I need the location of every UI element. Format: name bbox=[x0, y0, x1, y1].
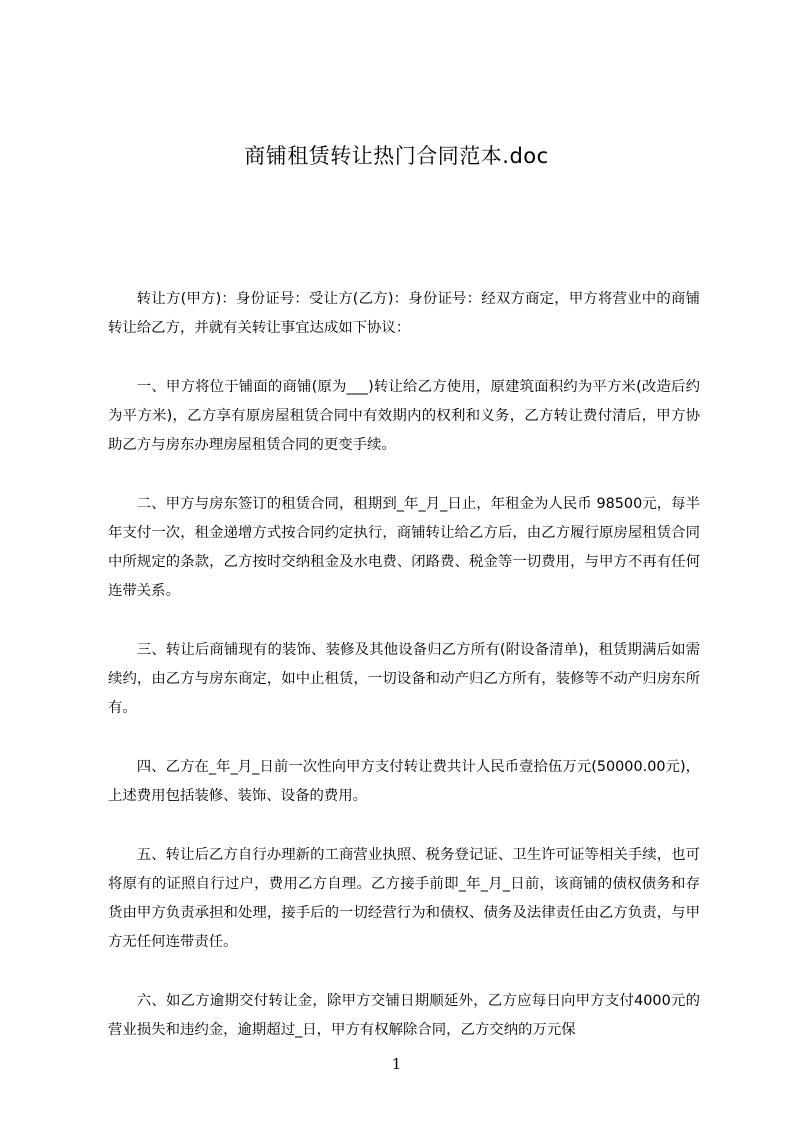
paragraph-intro: 转让方(甲方)：身份证号：受让方(乙方)：身份证号：经双方商定，甲方将营业中的商铺转让给乙方，并就有关转让事宜达成如下协议： bbox=[108, 291, 700, 336]
paragraph-clause-6: 六、如乙方逾期交付转让金，除甲方交铺日期顺延外，乙方应每日向甲方支付4000元的营业损失和违约金，逾期超过_日，甲方有权解除合同，乙方交纳的万元保 bbox=[108, 993, 700, 1038]
paragraph-clause-3: 三、转让后商铺现有的装饰、装修及其他设备归乙方所有(附设备清单)，租赁期满后如需续约，由乙方与房东商定，如中止租赁，一切设备和动产归乙方所有，装修等不动产归房东所有。 bbox=[108, 642, 700, 716]
paragraph-clause-1: 一、甲方将位于铺面的商铺(原为___)转让给乙方使用，原建筑面积约为平方米(改造后约为平方米)，乙方享有原房屋租赁合同中有效期内的权利和义务，乙方转让费付清后，甲方协助乙方与房东办理房屋租赁合同的更变手续。 bbox=[108, 379, 700, 453]
paragraph-clause-4: 四、乙方在_年_月_日前一次性向甲方支付转让费共计人民币壹拾伍万元(50000.00元)，上述费用包括装修、装饰、设备的费用。 bbox=[108, 759, 700, 804]
document-title: 商铺租赁转让热门合同范本.doc bbox=[244, 144, 549, 168]
paragraph-clause-5: 五、转让后乙方自行办理新的工商营业执照、税务登记证、卫生许可证等相关手续，也可将原有的证照自行过户，费用乙方自理。乙方接手前即_年_月_日前，该商铺的债权债务和存货由甲方负责承担和处理，接手后的一切经营行为和债权、债务及法律责任由乙方负责，与甲方无任何连带责任。 bbox=[108, 847, 700, 950]
paragraph-clause-2: 二、甲方与房东签订的租赁合同，租期到_年_月_日止，年租金为人民币 98500元，每半年支付一次，租金递增方式按合同约定执行，商铺转让给乙方后，由乙方履行原房屋租赁合同中所规定的条款，乙方按时交纳租金及水电费、闭路费、税金等一切费用，与甲方不再有任何连带关系。 bbox=[108, 496, 700, 599]
page-number: 1 bbox=[391, 1055, 402, 1073]
document-body bbox=[108, 285, 700, 1075]
